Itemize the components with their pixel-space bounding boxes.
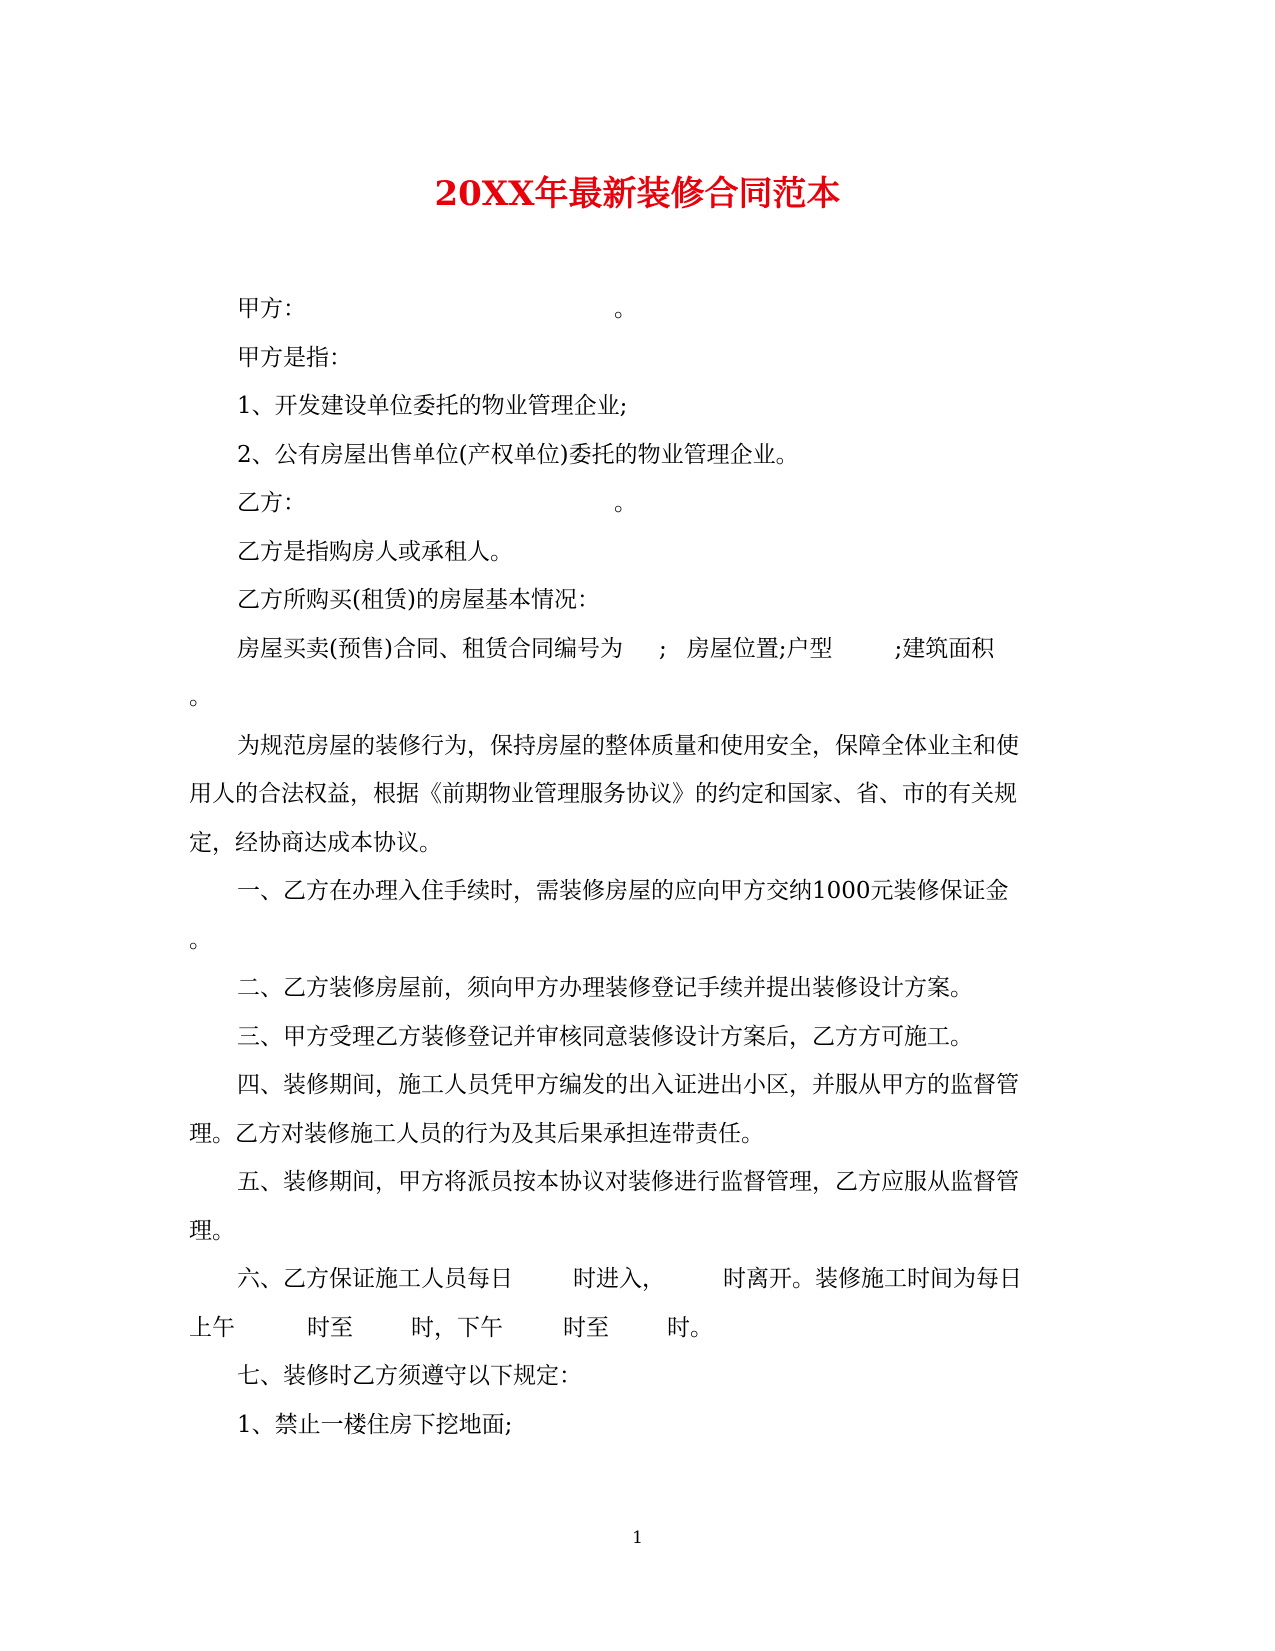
party-a-line xyxy=(189,285,1089,334)
location-label: 房屋位置;户型 xyxy=(686,635,833,662)
clause-3: 三、甲方受理乙方装修登记并审核同意装修设计方案后，乙方方可施工。 xyxy=(237,1023,973,1050)
clause-4-line-2: 理。乙方对装修施工人员的行为及其后果承担连带责任。 xyxy=(189,1120,764,1147)
clause-6-part-2: 时进入， xyxy=(573,1266,665,1292)
page-number: 1 xyxy=(632,1528,643,1548)
clause-5-line-2: 理。 xyxy=(189,1217,235,1244)
clause-1: 一、乙方在办理入住手续时，需装修房屋的应向甲方交纳1000元装修保证金 xyxy=(237,878,1009,904)
clause-6-line-1 xyxy=(189,1255,1089,1304)
party-a-definition: 甲方是指： xyxy=(237,344,352,371)
party-a-item-1: 1、开发建设单位委托的物业管理企业; xyxy=(237,393,628,419)
area-label: ;建筑面积 xyxy=(894,635,995,662)
house-info-line xyxy=(189,625,1089,674)
party-a-label: 甲方： xyxy=(237,296,306,322)
document-title: 20XX年最新装修合同范本 xyxy=(434,174,841,214)
clause-6-line-2 xyxy=(189,1304,1089,1353)
clause-6-end: 时。 xyxy=(667,1314,713,1341)
party-b-line xyxy=(189,479,1089,528)
clause-1-end: 。 xyxy=(189,926,212,953)
clause-6-morning: 上午 xyxy=(189,1314,235,1341)
clause-6-morning-to: 时至 xyxy=(307,1314,353,1341)
purpose-line-1: 为规范房屋的装修行为，保持房屋的整体质量和使用安全，保障全体业主和使 xyxy=(237,732,1019,759)
clause-6-part-3: 时离开。装修施工时间为每日 xyxy=(723,1266,1022,1292)
clause-6-afternoon-to: 时至 xyxy=(563,1314,609,1341)
clause-4-line-1: 四、装修期间，施工人员凭甲方编发的出入证进出小区，并服从甲方的监督管 xyxy=(237,1072,1019,1098)
house-info-end: 。 xyxy=(189,684,212,710)
purpose-line-2: 用人的合法权益，根据《前期物业管理服务协议》的约定和国家、省、市的有关规 xyxy=(189,781,1017,807)
rule-1: 1、禁止一楼住房下挖地面; xyxy=(237,1411,513,1438)
clause-7: 七、装修时乙方须遵守以下规定： xyxy=(237,1363,582,1389)
party-b-label: 乙方： xyxy=(237,490,306,516)
party-a-item-2: 2、公有房屋出售单位(产权单位)委托的物业管理企业。 xyxy=(237,441,799,468)
clause-6-part-1: 六、乙方保证施工人员每日 xyxy=(237,1266,513,1292)
party-a-end: 。 xyxy=(614,296,637,322)
clause-5-line-1: 五、装修期间，甲方将派员按本协议对装修进行监督管理，乙方应服从监督管 xyxy=(237,1169,1019,1195)
party-b-definition: 乙方是指购房人或承租人。 xyxy=(237,538,513,565)
purpose-line-3: 定，经协商达成本协议。 xyxy=(189,829,442,856)
party-b-end: 。 xyxy=(614,490,637,516)
contract-number-label: 房屋买卖(预售)合同、租赁合同编号为 xyxy=(237,635,623,662)
clause-2: 二、乙方装修房屋前，须向甲方办理装修登记手续并提出装修设计方案。 xyxy=(237,975,973,1001)
document-body xyxy=(189,285,1089,1449)
clause-6-afternoon: 时，下午 xyxy=(411,1314,503,1341)
house-info-heading: 乙方所购买(租赁)的房屋基本情况： xyxy=(237,587,600,613)
contract-separator: ; xyxy=(658,635,667,662)
